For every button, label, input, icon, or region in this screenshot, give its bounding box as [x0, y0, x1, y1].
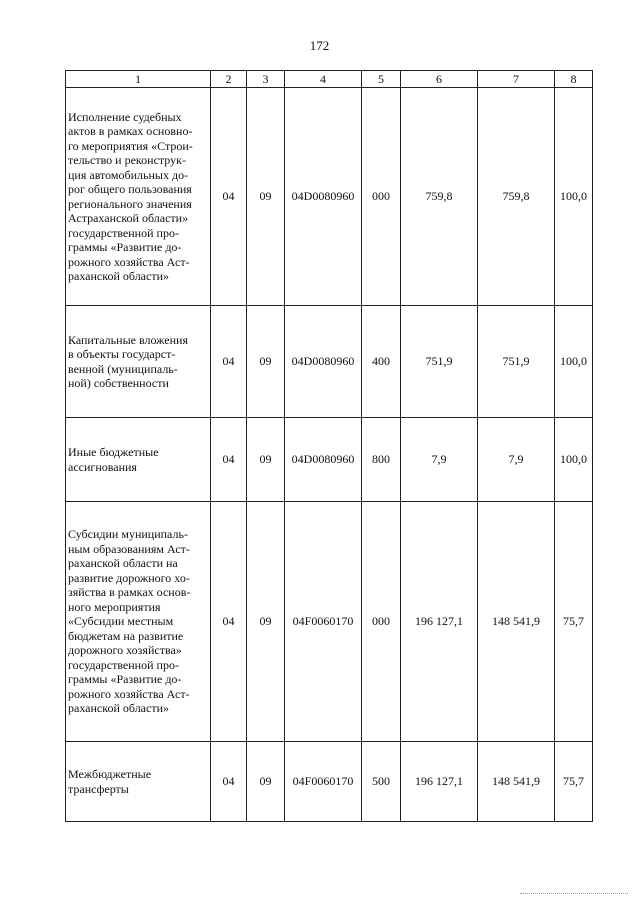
- section-code-cell: 04: [211, 742, 247, 822]
- row-name-line: граммы «Развитие до-: [68, 672, 182, 687]
- row-name-line: Субсидии муниципаль-: [68, 527, 188, 542]
- row-name-line: рог общего пользования: [68, 182, 192, 196]
- section-code-cell: 04: [211, 88, 247, 306]
- row-name-line: рожного хозяйства Аст-: [68, 686, 190, 701]
- executed-amount-cell: 759,8: [478, 88, 555, 306]
- target-article-cell: 04D0080960: [285, 306, 362, 418]
- header-cell-2: 2: [211, 71, 247, 88]
- row-name-cell: [66, 88, 211, 306]
- row-name-line: зяйства в рамках основ-: [68, 585, 191, 600]
- row-name-line: ция автомобильных до-: [68, 167, 189, 182]
- header-cell-3: 3: [247, 71, 285, 88]
- row-name-line: венной (муниципаль-: [68, 361, 178, 376]
- table-row: [66, 742, 593, 822]
- section-code-cell: 04: [211, 418, 247, 502]
- table-row: [66, 502, 593, 742]
- row-name-line: государственной про-: [68, 225, 179, 240]
- row-name-line: Исполнение судебных: [68, 109, 182, 124]
- execution-percent-cell: 75,7: [555, 502, 593, 742]
- row-name-cell: [66, 742, 211, 822]
- row-name-cell: [66, 502, 211, 742]
- target-article-cell: 04D0080960: [285, 88, 362, 306]
- row-name-line: ного мероприятия: [68, 599, 161, 614]
- execution-percent-cell: 100,0: [555, 418, 593, 502]
- table-row: [66, 418, 593, 502]
- planned-amount-cell: 7,9: [401, 418, 478, 502]
- expense-type-cell: 000: [362, 502, 401, 742]
- planned-amount-cell: 196 127,1: [401, 502, 478, 742]
- row-name-line: Иные бюджетные: [68, 445, 159, 459]
- subsection-code-cell: 09: [247, 418, 285, 502]
- target-article-cell: 04F0060170: [285, 502, 362, 742]
- section-code-cell: 04: [211, 306, 247, 418]
- header-cell-4: 4: [285, 71, 362, 88]
- header-cell-8: 8: [555, 71, 593, 88]
- section-code-cell: 04: [211, 502, 247, 742]
- subsection-code-cell: 09: [247, 502, 285, 742]
- table-row: [66, 88, 593, 306]
- subsection-code-cell: 09: [247, 742, 285, 822]
- row-name-line: регионального значения: [68, 196, 192, 211]
- subsection-code-cell: 09: [247, 306, 285, 418]
- expense-type-cell: 000: [362, 88, 401, 306]
- row-name-line: раханской области на: [68, 556, 178, 571]
- row-name-line: развитие дорожного хо-: [68, 570, 190, 585]
- row-name-line: дорожного хозяйства»: [68, 643, 182, 658]
- row-name-line: раханской области»: [68, 701, 169, 716]
- page-number: 172: [309, 38, 330, 53]
- row-name-line: тельство и реконструк-: [68, 153, 186, 167]
- expense-type-cell: 800: [362, 418, 401, 502]
- execution-percent-cell: 100,0: [555, 306, 593, 418]
- target-article-cell: 04F0060170: [285, 742, 362, 822]
- row-name-cell: [66, 306, 211, 418]
- header-row: [66, 71, 593, 88]
- row-name-line: Межбюджетные: [68, 767, 152, 781]
- execution-percent-cell: 75,7: [555, 742, 593, 822]
- row-name-line: Астраханской области»: [68, 211, 189, 225]
- row-name-line: ным образованиям Аст-: [68, 541, 190, 556]
- row-name-line: раханской области»: [68, 269, 169, 283]
- row-name-line: государственной про-: [68, 657, 179, 672]
- planned-amount-cell: 759,8: [401, 88, 478, 306]
- expense-type-cell: 500: [362, 742, 401, 822]
- row-name-line: го мероприятия «Строи-: [68, 138, 193, 153]
- row-name-line: «Субсидии местным: [68, 614, 174, 629]
- row-name-line: Капитальные вложения: [68, 332, 188, 347]
- header-cell-5: 5: [362, 71, 401, 88]
- row-name-line: трансферты: [68, 781, 129, 796]
- row-name-line: граммы «Развитие до-: [68, 240, 182, 254]
- row-name-line: рожного хозяйства Аст-: [68, 254, 190, 269]
- table-row: [66, 306, 593, 418]
- executed-amount-cell: 148 541,9: [478, 742, 555, 822]
- header-cell-6: 6: [401, 71, 478, 88]
- expense-type-cell: 400: [362, 306, 401, 418]
- target-article-cell: 04D0080960: [285, 418, 362, 502]
- header-cell-7: 7: [478, 71, 555, 88]
- executed-amount-cell: 148 541,9: [478, 502, 555, 742]
- execution-percent-cell: 100,0: [555, 88, 593, 306]
- footer-divider: [520, 893, 628, 894]
- row-name-line: в объекты государст-: [68, 347, 176, 361]
- row-name-line: актов в рамках основно-: [68, 124, 193, 138]
- row-name-line: бюджетам на развитие: [68, 628, 184, 643]
- header-cell-1: 1: [66, 71, 211, 88]
- subsection-code-cell: 09: [247, 88, 285, 306]
- row-name-cell: [66, 418, 211, 502]
- row-name-line: ассигнования: [68, 459, 137, 474]
- executed-amount-cell: 7,9: [478, 418, 555, 502]
- planned-amount-cell: 196 127,1: [401, 742, 478, 822]
- budget-table: [65, 70, 593, 822]
- executed-amount-cell: 751,9: [478, 306, 555, 418]
- planned-amount-cell: 751,9: [401, 306, 478, 418]
- row-name-line: ной) собственности: [68, 376, 169, 390]
